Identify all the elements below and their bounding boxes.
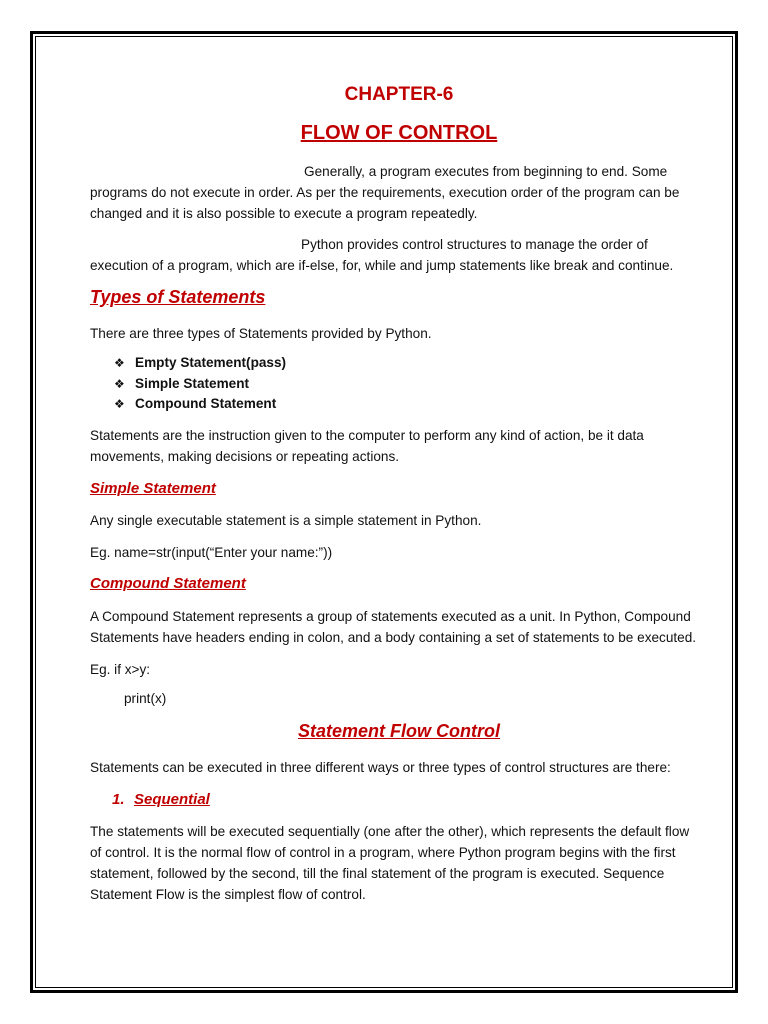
simple-statement-text: Any single executable statement is a simple statement in Python. [90, 513, 482, 528]
statement-types-list [90, 353, 490, 415]
list-item: ❖ Compound Statement [90, 394, 490, 415]
types-heading: Types of Statements [90, 287, 266, 307]
intro-line: Generally, a program executes from beginning to end. Some [304, 164, 668, 179]
simple-statement-example: Eg. name=str(input(“Enter your name:”)) [90, 545, 333, 560]
diamond-bullet-icon: ❖ [114, 356, 125, 370]
intro-line: programs do not execute in order. As per the requirements, execution order of the program can be [90, 185, 680, 200]
diamond-bullet-icon: ❖ [114, 397, 125, 411]
types-intro: There are three types of Statements provided by Python. [90, 326, 432, 341]
compound-statement-heading: Compound Statement [90, 575, 246, 592]
compound-example-header: Eg. if x>y: [90, 662, 151, 677]
list-item: ❖ Empty Statement(pass) [90, 353, 490, 374]
chapter-heading: CHAPTER-6 [344, 84, 454, 105]
compound-example-body: print(x) [124, 691, 167, 706]
intro-line: Python provides control structures to manage the order of [301, 237, 648, 252]
list-item: ❖ Simple Statement [90, 374, 490, 395]
statement-flow-intro: Statements can be executed in three different ways or three types of control structures are there: [90, 760, 671, 775]
intro-line: execution of a program, which are if-else, for, while and jump statements like break and continue. [90, 258, 674, 273]
statement-flow-heading: Statement Flow Control [298, 721, 500, 741]
diamond-bullet-icon: ❖ [114, 376, 125, 391]
intro-line: changed and it is also possible to execute a program repeatedly. [90, 206, 478, 221]
simple-statement-heading: Simple Statement [90, 480, 216, 497]
page-title: FLOW OF CONTROL [300, 122, 498, 144]
sequential-number: 1. [112, 791, 125, 808]
sequential-heading: 1. Sequential [112, 791, 210, 808]
